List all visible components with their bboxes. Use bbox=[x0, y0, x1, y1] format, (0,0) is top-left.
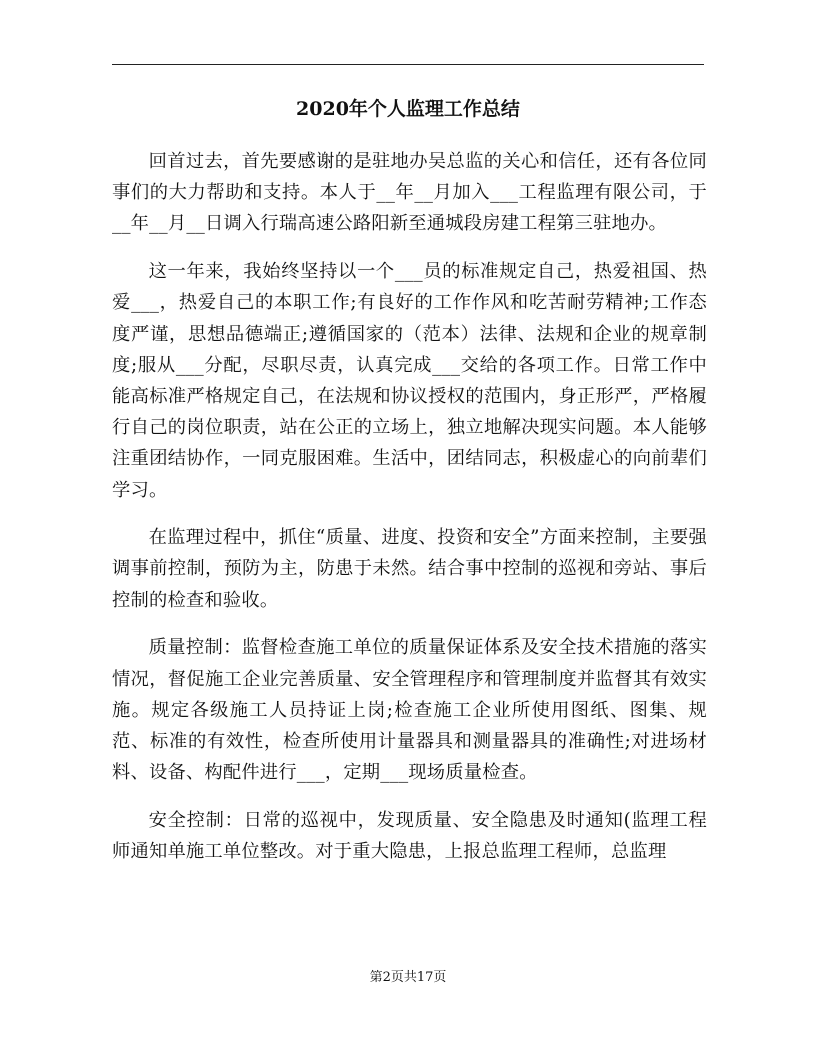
paragraph-intro: 回首过去，首先要感谢的是驻地办吴总监的关心和信任，还有各位同事们的大力帮助和支持。本人于__年__月加入___工程监理有限公司，于__年__月__日调入行瑞高速公路阳新至通城段房建工程第三驻地办。 bbox=[112, 151, 707, 235]
document-body bbox=[112, 146, 707, 884]
paragraph-safety-control: 安全控制：日常的巡视中，发现质量、安全隐患及时通知(监理工程师通知单施工单位整改。对于重大隐患，上报总监理工程师，总监理 bbox=[112, 809, 707, 863]
header-rule bbox=[112, 64, 704, 65]
paragraph-attitude: 这一年来，我始终坚持以一个___员的标准规定自己，热爱祖国、热爱___，热爱自己的本职工作;有良好的工作作风和吃苦耐劳精神;工作态度严谨，思想品德端正;遵循国家的（范本）法律、法规和企业的规章制度;服从___分配，尽职尽责，认真完成___交给的各项工作。日常工作中能高标准严格规定自己，在法规和协议授权的范围内，身正形严，严格履行自己的岗位职责，站在公正的立场上，独立地解决现实问题。本人能够注重团结协作，一同克服困难。生活中，团结同志，积极虚心的向前辈们学习。 bbox=[112, 261, 707, 501]
paragraph-supervision-process: 在监理过程中，抓住“质量、进度、投资和安全”方面来控制，主要强调事前控制，预防为主，防患于未然。结合事中控制的巡视和旁站、事后控制的检查和验收。 bbox=[112, 527, 707, 611]
page-number: 第2页共17页 bbox=[369, 970, 447, 985]
paragraph-quality-control: 质量控制：监督检查施工单位的质量保证体系及安全技术措施的落实情况，督促施工企业完善质量、安全管理程序和管理制度并监督其有效实施。规定各级施工人员持证上岗;检查施工企业所使用图纸、图集、规范、标准的有效性，检查所使用计量器具和测量器具的准确性;对进场材料、设备、构配件进行___，定期___现场质量检查。 bbox=[112, 637, 707, 784]
document-title: 2020年个人监理工作总结 bbox=[296, 98, 520, 120]
